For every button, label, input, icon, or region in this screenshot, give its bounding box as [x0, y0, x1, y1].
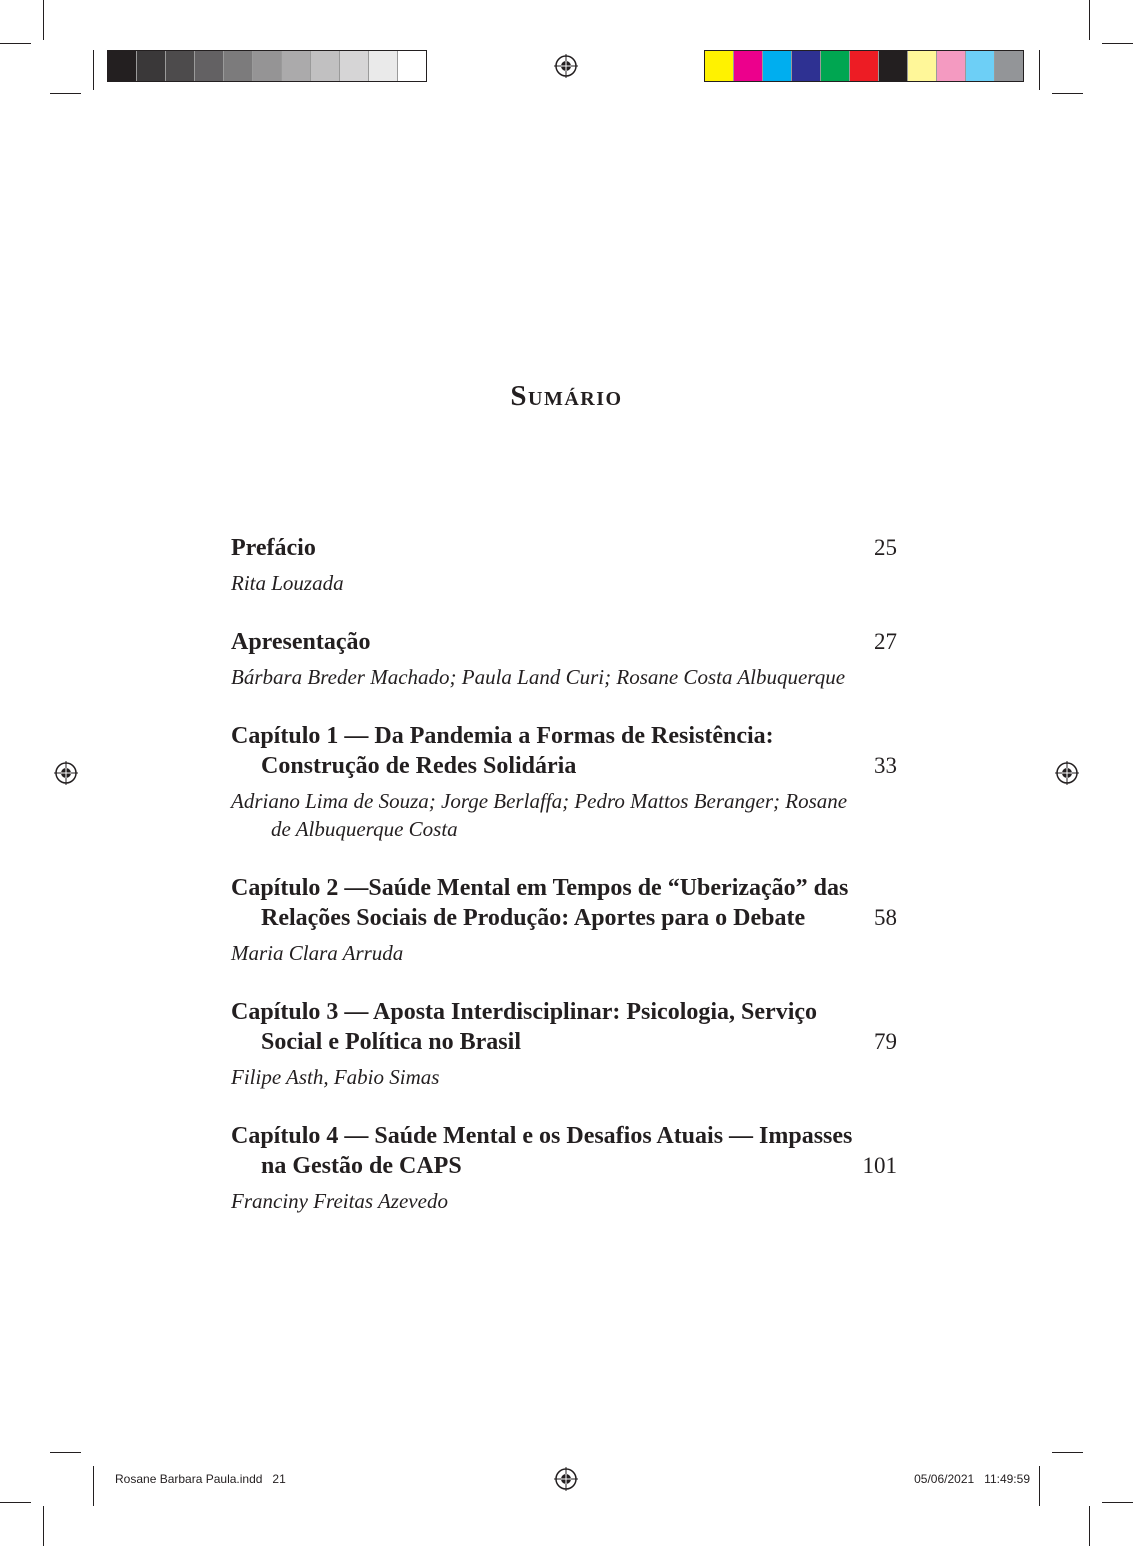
color-swatch: [937, 51, 966, 81]
toc-entry-title: Capítulo 3 — Aposta Interdisciplinar: Psicologia, Serviço Social e Política no Brasil: [231, 999, 818, 1055]
toc-entry-authors: Filipe Asth, Fabio Simas: [231, 1065, 440, 1089]
toc-entry-title: Prefácio: [231, 535, 316, 561]
toc-entry-page: 33: [874, 753, 897, 778]
color-swatch: [966, 51, 995, 81]
color-swatch: [908, 51, 937, 81]
color-swatch: [108, 51, 137, 81]
color-swatch: [995, 51, 1023, 81]
color-swatch: [311, 51, 340, 81]
crop-mark: [1039, 50, 1040, 90]
toc-entry-heading: [231, 721, 897, 781]
toc-entry-authors: Franciny Freitas Azevedo: [231, 1189, 448, 1213]
toc-entry: [231, 1121, 897, 1215]
color-swatch: [850, 51, 879, 81]
color-swatch: [792, 51, 821, 81]
color-swatch: [821, 51, 850, 81]
crop-mark: [43, 1506, 44, 1546]
crop-mark: [1089, 1506, 1090, 1546]
color-swatch: [195, 51, 224, 81]
registration-mark-icon: [554, 54, 578, 78]
toc-entry-heading: [231, 627, 897, 657]
table-of-contents: [231, 533, 897, 1245]
toc-entry-authors: Rita Louzada: [231, 571, 344, 595]
registration-mark-icon: [54, 761, 78, 785]
color-swatch: [879, 51, 908, 81]
page-title: Sumário: [510, 380, 623, 412]
toc-entry-heading: [231, 1121, 897, 1181]
crop-mark: [1039, 1466, 1040, 1506]
toc-entry-page: 58: [874, 905, 897, 930]
color-swatch: [369, 51, 398, 81]
crop-mark: [43, 0, 44, 40]
slug-datetime: 05/06/2021 11:49:59: [914, 1472, 1030, 1486]
toc-entry-title: Capítulo 4 — Saúde Mental e os Desafios Atuais — Impasses na Gestão de CAPS: [231, 1123, 853, 1179]
toc-entry-page: 27: [874, 629, 897, 654]
toc-entry: [231, 533, 897, 597]
toc-entry: [231, 627, 897, 691]
toc-entry-title: Capítulo 2 —Saúde Mental em Tempos de “Uberização” das Relações Sociais de Produção: Aportes para o Debate: [231, 875, 849, 931]
toc-entry-heading: [231, 873, 897, 933]
color-swatch: [398, 51, 426, 81]
toc-entry-authors: Adriano Lima de Souza; Jorge Berlaffa; Pedro Mattos Beranger; Rosane de Albuquerque Costa: [231, 789, 848, 841]
toc-entry-authors: Maria Clara Arruda: [231, 941, 404, 965]
color-swatch: [137, 51, 166, 81]
process-color-bar: [704, 50, 1024, 82]
crop-mark: [93, 50, 94, 90]
color-swatch: [253, 51, 282, 81]
color-swatch: [705, 51, 734, 81]
grayscale-color-bar: [107, 50, 427, 82]
crop-mark: [1102, 1502, 1133, 1503]
crop-mark: [50, 1452, 81, 1453]
toc-entry: [231, 721, 897, 843]
toc-entry-title: Capítulo 1 — Da Pandemia a Formas de Resistência: Construção de Redes Solidária: [231, 723, 774, 779]
crop-mark: [1052, 1452, 1083, 1453]
color-swatch: [734, 51, 763, 81]
registration-mark-icon: [554, 1467, 578, 1491]
toc-entry-page: 101: [862, 1153, 897, 1178]
crop-mark: [0, 1502, 31, 1503]
toc-entry: [231, 997, 897, 1091]
toc-entry-heading: [231, 533, 897, 563]
crop-mark: [50, 93, 81, 94]
color-swatch: [224, 51, 253, 81]
color-swatch: [166, 51, 195, 81]
color-swatch: [763, 51, 792, 81]
crop-mark: [1089, 0, 1090, 40]
registration-mark-icon: [1055, 761, 1079, 785]
slug-filename: Rosane Barbara Paula.indd 21: [115, 1472, 286, 1486]
toc-entry-heading: [231, 997, 897, 1057]
crop-mark: [0, 43, 31, 44]
color-swatch: [282, 51, 311, 81]
crop-mark: [1102, 43, 1133, 44]
crop-mark: [1052, 93, 1083, 94]
toc-entry: [231, 873, 897, 967]
toc-entry-page: 25: [874, 535, 897, 560]
crop-mark: [93, 1466, 94, 1506]
color-swatch: [340, 51, 369, 81]
toc-entry-title: Apresentação: [231, 629, 371, 655]
toc-entry-page: 79: [874, 1029, 897, 1054]
toc-entry-authors: Bárbara Breder Machado; Paula Land Curi; Rosane Costa Albuquerque: [231, 665, 846, 689]
